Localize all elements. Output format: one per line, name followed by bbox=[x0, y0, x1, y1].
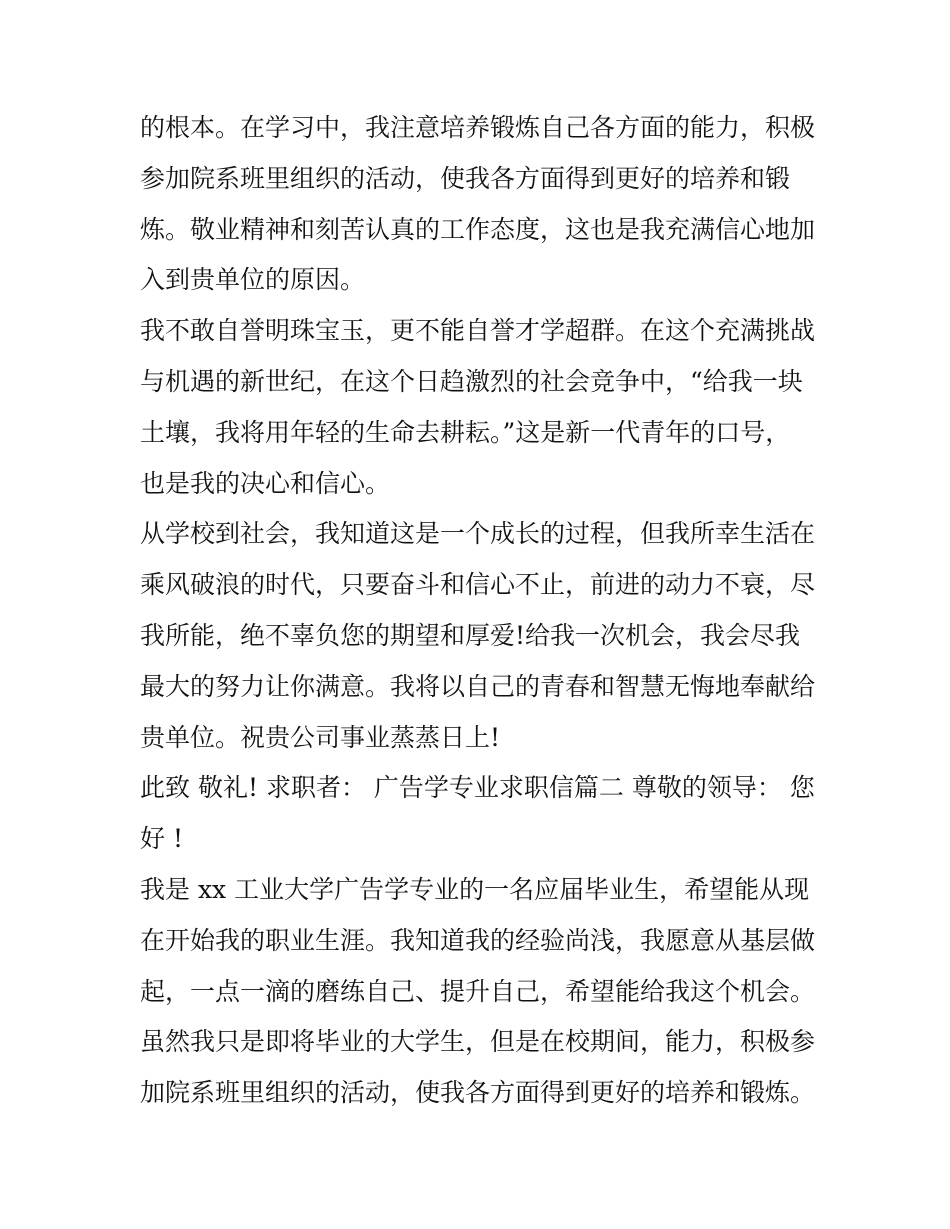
text-line: 炼。敬业精神和刻苦认真的工作态度，这也是我充满信心地加 bbox=[140, 214, 816, 244]
text-line: 乘风破浪的时代，只要奋斗和信心不止，前进的动力不衰，尽 bbox=[140, 570, 816, 600]
text-line: 我不敢自誉明珠宝玉，更不能自誉才学超群。在这个充满挑战 bbox=[140, 316, 816, 346]
text-line: 参加院系班里组织的活动，使我各方面得到更好的培养和锻 bbox=[140, 163, 791, 193]
text-line: 也是我的决心和信心。 bbox=[140, 468, 391, 498]
text-line: 我所能，绝不辜负您的期望和厚爱!给我一次机会，我会尽我 bbox=[140, 620, 801, 650]
text-line: 在开始我的职业生涯。我知道我的经验尚浅，我愿意从基层做 bbox=[140, 925, 816, 955]
text-line: 最大的努力让你满意。我将以自己的青春和智慧无悔地奉献给 bbox=[140, 671, 816, 701]
text-line: 加院系班里组织的活动，使我各方面得到更好的培养和锻炼。 bbox=[140, 1078, 816, 1108]
text-line: 虽然我只是即将毕业的大学生，但是在校期间，能力，积极参 bbox=[140, 1027, 816, 1057]
text-line: 起，一点一滴的磨练自己、提升自己，希望能给我这个机会。 bbox=[140, 976, 816, 1006]
text-line: 我是 xx 工业大学广告学专业的一名应届毕业生，希望能从现 bbox=[140, 874, 810, 904]
text-line: 此致 敬礼! 求职者： 广告学专业求职信篇二 尊敬的领导： 您 bbox=[140, 773, 815, 803]
text-line: 土壤，我将用年轻的生命去耕耘。”这是新一代青年的口号， bbox=[140, 417, 791, 447]
text-line: 入到贵单位的原因。 bbox=[140, 265, 366, 295]
document-body bbox=[140, 103, 820, 1119]
text-line: 从学校到社会，我知道这是一个成长的过程，但我所幸生活在 bbox=[140, 519, 816, 549]
text-line: 与机遇的新世纪，在这个日趋激烈的社会竞争中，“给我一块 bbox=[140, 366, 803, 396]
text-line: 贵单位。祝贵公司事业蒸蒸日上! bbox=[140, 722, 501, 752]
text-line: 的根本。在学习中，我注意培养锻炼自己各方面的能力，积极 bbox=[140, 113, 816, 142]
text-line: 好 ! bbox=[140, 824, 183, 854]
